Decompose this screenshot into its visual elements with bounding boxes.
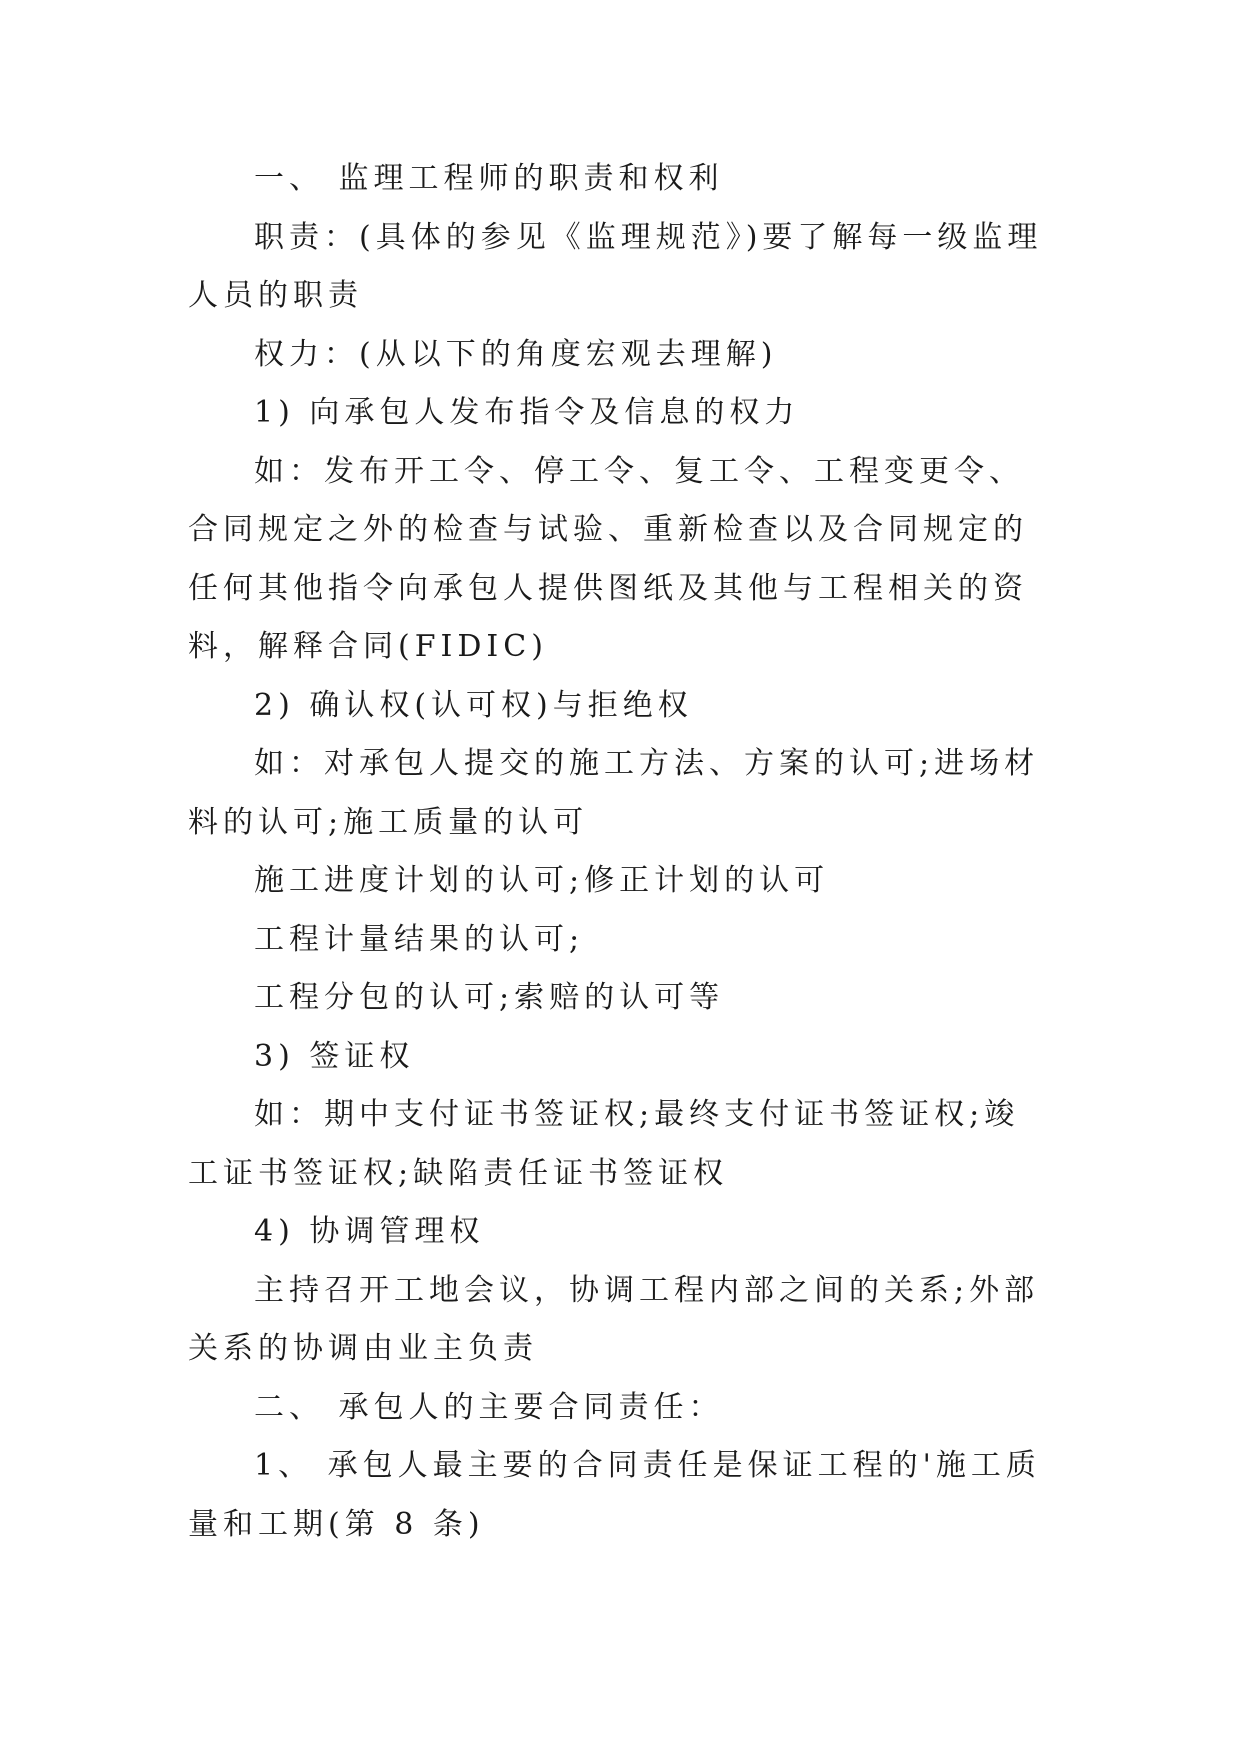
section-heading-contractor-responsibilities: 二、 承包人的主要合同责任： <box>254 1389 724 1425</box>
list-item-power-2: 2) 确认权(认可权)与拒绝权 <box>254 687 693 723</box>
paragraph-duties: 职责：(具体的参见《监理规范》)要了解每一级监理人员的职责 <box>188 219 1043 313</box>
paragraph-subcontract-approval: 工程分包的认可;索赔的认可等 <box>254 980 725 1015</box>
list-item-power-1: 1) 向承包人发布指令及信息的权力 <box>254 395 800 430</box>
document-body <box>188 150 1048 1554</box>
paragraph-measurement-approval: 工程计量结果的认可; <box>254 921 585 957</box>
paragraph-power-1-examples: 如：发布开工令、停工令、复工令、工程变更令、合同规定之外的检查与试验、重新检查以及合同规定的任何其他指令向承包人提供图纸及其他与工程相关的资料，解释合同(FIDIC) <box>188 453 1028 664</box>
paragraph-powers-intro: 权力：(从以下的角度宏观去理解) <box>254 336 778 372</box>
paragraph-contractor-responsibility-1: 1、 承包人最主要的合同责任是保证工程的'施工质量和工期(第 8 条) <box>188 1448 1041 1542</box>
paragraph-power-4-details: 主持召开工地会议，协调工程内部之间的关系;外部关系的协调由业主负责 <box>188 1272 1040 1366</box>
list-item-power-3: 3) 签证权 <box>254 1038 415 1074</box>
paragraph-schedule-approval: 施工进度计划的认可;修正计划的认可 <box>254 863 830 898</box>
paragraph-power-3-examples: 如：期中支付证书签证权;最终支付证书签证权;竣工证书签证权;缺陷责任证书签证权 <box>188 1097 1020 1191</box>
list-item-power-4: 4) 协调管理权 <box>254 1214 485 1249</box>
paragraph-power-2-examples: 如：对承包人提交的施工方法、方案的认可;进场材料的认可;施工质量的认可 <box>188 746 1040 840</box>
section-heading-supervisor-duties: 一、 监理工程师的职责和权利 <box>254 161 724 196</box>
